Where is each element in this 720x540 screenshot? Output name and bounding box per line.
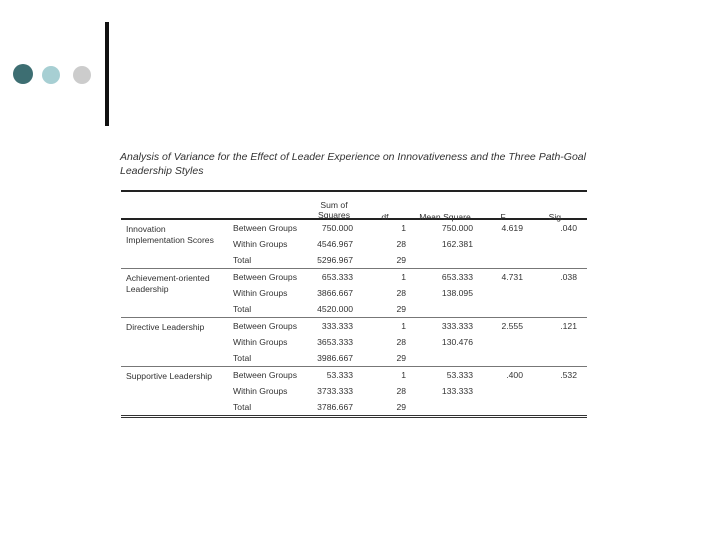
source-cell: Between Groups — [233, 272, 298, 282]
sum-of-squares-cell: 5296.967 — [317, 255, 353, 265]
sig-cell: .532 — [560, 370, 577, 380]
anova-table — [121, 190, 587, 418]
sum-of-squares-cell: 3653.333 — [317, 337, 353, 347]
sig-cell: .121 — [560, 321, 577, 331]
source-cell: Total — [233, 353, 252, 363]
header-sum-of-squares-line2: Squares — [317, 210, 350, 220]
table-row — [121, 383, 587, 399]
table-row — [121, 318, 587, 334]
header-sig: Sig. — [548, 212, 564, 222]
table-group — [121, 367, 587, 418]
source-cell: Between Groups — [233, 370, 298, 380]
table-header-row — [121, 194, 587, 222]
sig-cell: .038 — [560, 272, 577, 282]
group-name-line1: Supportive Leadership — [126, 371, 212, 381]
table-top-rule — [121, 190, 587, 192]
sum-of-squares-cell: 3786.667 — [317, 402, 353, 412]
df-cell: 1 — [401, 321, 406, 331]
mean-square-cell: 750.000 — [441, 223, 473, 233]
header-f: F — [500, 212, 506, 222]
table-body — [121, 220, 587, 418]
table-row — [121, 301, 587, 317]
header-mean-square: Mean Square — [419, 212, 471, 222]
table-row — [121, 252, 587, 268]
source-cell: Total — [233, 255, 252, 265]
sum-of-squares-cell: 3986.667 — [317, 353, 353, 363]
table-row — [121, 350, 587, 366]
source-cell: Between Groups — [233, 321, 298, 331]
df-cell: 29 — [396, 304, 406, 314]
sum-of-squares-cell: 53.333 — [326, 370, 353, 380]
table-row — [121, 285, 587, 301]
source-cell: Total — [233, 304, 252, 314]
source-cell: Within Groups — [233, 386, 288, 396]
mean-square-cell: 133.333 — [441, 386, 473, 396]
decorative-dot-teal — [42, 66, 60, 84]
table-group — [121, 220, 587, 269]
df-cell: 28 — [396, 239, 406, 249]
df-cell: 28 — [396, 337, 406, 347]
table-row — [121, 269, 587, 285]
table-group — [121, 269, 587, 318]
df-cell: 1 — [401, 370, 406, 380]
source-cell: Within Groups — [233, 239, 288, 249]
f-cell: .400 — [506, 370, 523, 380]
table-caption: Analysis of Variance for the Effect of Leader Experience on Innovativeness and the Three Path-Goal Leadership Styles — [120, 151, 586, 177]
mean-square-cell: 138.095 — [441, 288, 473, 298]
df-cell: 28 — [396, 288, 406, 298]
f-cell: 2.555 — [501, 321, 523, 331]
source-cell: Within Groups — [233, 337, 288, 347]
mean-square-cell: 653.333 — [441, 272, 473, 282]
table-row — [121, 367, 587, 383]
table-group — [121, 318, 587, 367]
table-row — [121, 334, 587, 350]
df-cell: 28 — [396, 386, 406, 396]
table-row — [121, 236, 587, 252]
group-name-line1: Innovation — [126, 224, 166, 234]
table-row — [121, 220, 587, 236]
header-sum-of-squares — [311, 200, 357, 220]
source-cell: Total — [233, 402, 252, 412]
header-sum-of-squares-line1: Sum of — [320, 200, 348, 210]
group-name-line1: Achievement-oriented — [126, 273, 210, 283]
mean-square-cell: 53.333 — [446, 370, 473, 380]
group-name-line1: Directive Leadership — [126, 322, 205, 332]
sum-of-squares-cell: 3866.667 — [317, 288, 353, 298]
sum-of-squares-cell: 3733.333 — [317, 386, 353, 396]
sum-of-squares-cell: 653.333 — [321, 272, 353, 282]
f-cell: 4.619 — [501, 223, 523, 233]
df-cell: 29 — [396, 402, 406, 412]
mean-square-cell: 162.381 — [441, 239, 473, 249]
mean-square-cell: 333.333 — [441, 321, 473, 331]
group-name-line2: Implementation Scores — [126, 235, 214, 245]
table-row — [121, 399, 587, 415]
source-cell: Between Groups — [233, 223, 298, 233]
decorative-dot-dark — [13, 64, 33, 84]
decorative-dot-grey — [73, 66, 91, 84]
group-name-line2: Leadership — [126, 284, 169, 294]
decorative-vertical-bar — [105, 22, 109, 126]
sum-of-squares-cell: 4520.000 — [317, 304, 353, 314]
df-cell: 1 — [401, 272, 406, 282]
df-cell: 29 — [396, 255, 406, 265]
df-cell: 29 — [396, 353, 406, 363]
sig-cell: .040 — [560, 223, 577, 233]
sum-of-squares-cell: 333.333 — [321, 321, 353, 331]
sum-of-squares-cell: 4546.967 — [317, 239, 353, 249]
mean-square-cell: 130.476 — [441, 337, 473, 347]
f-cell: 4.731 — [501, 272, 523, 282]
df-cell: 1 — [401, 223, 406, 233]
sum-of-squares-cell: 750.000 — [321, 223, 353, 233]
source-cell: Within Groups — [233, 288, 288, 298]
header-df: df — [381, 212, 389, 222]
